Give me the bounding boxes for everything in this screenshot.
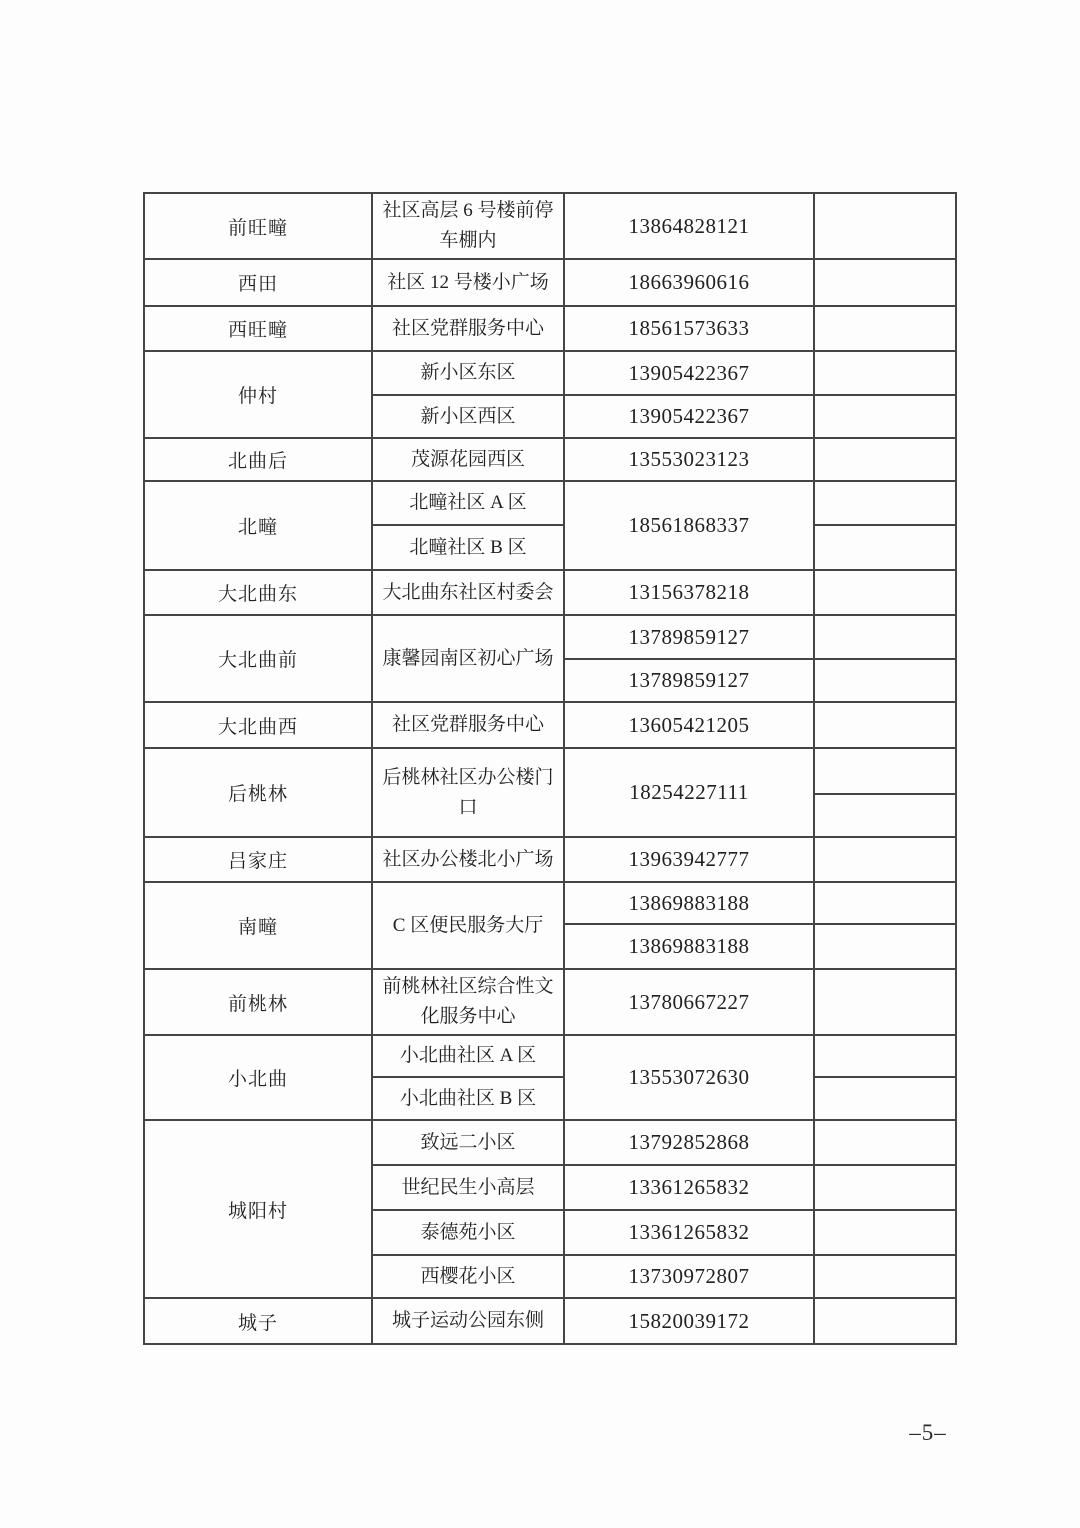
- community-name-cell: 北疃: [144, 481, 372, 570]
- location-cell: C 区便民服务大厅: [372, 882, 564, 969]
- phone-cell: 13792852868: [564, 1120, 814, 1165]
- phone-cell: 13553072630: [564, 1035, 814, 1120]
- note-cell: [814, 1298, 956, 1344]
- note-cell: [814, 1035, 956, 1077]
- location-cell: 西樱花小区: [372, 1255, 564, 1298]
- phone-cell: 13789859127: [564, 659, 814, 702]
- community-name-cell: 西旺疃: [144, 306, 372, 351]
- note-cell: [814, 570, 956, 615]
- phone-cell: 13361265832: [564, 1165, 814, 1210]
- table-row: [144, 481, 956, 525]
- location-cell: 后桃林社区办公楼门口: [372, 748, 564, 837]
- table-row: [144, 1035, 956, 1077]
- note-cell: [814, 259, 956, 306]
- location-cell: 小北曲社区 A 区: [372, 1035, 564, 1077]
- phone-cell: 13361265832: [564, 1210, 814, 1255]
- note-cell: [814, 837, 956, 882]
- phone-cell: 13869883188: [564, 882, 814, 924]
- community-name-cell: 大北曲西: [144, 702, 372, 748]
- phone-cell: 13156378218: [564, 570, 814, 615]
- location-cell: 新小区西区: [372, 395, 564, 438]
- phone-cell: 13963942777: [564, 837, 814, 882]
- community-name-cell: 前桃林: [144, 969, 372, 1035]
- note-cell: [814, 748, 956, 794]
- community-name-cell: 南疃: [144, 882, 372, 969]
- phone-cell: 18254227111: [564, 748, 814, 837]
- table-row: [144, 193, 956, 259]
- phone-cell: 13905422367: [564, 351, 814, 395]
- location-cell: 社区党群服务中心: [372, 702, 564, 748]
- community-name-cell: 城子: [144, 1298, 372, 1344]
- phone-cell: 13905422367: [564, 395, 814, 438]
- note-cell: [814, 1120, 956, 1165]
- community-name-cell: 城阳村: [144, 1120, 372, 1298]
- location-cell: 社区党群服务中心: [372, 306, 564, 351]
- note-cell: [814, 882, 956, 924]
- phone-cell: 13864828121: [564, 193, 814, 259]
- note-cell: [814, 1165, 956, 1210]
- location-cell: 大北曲东社区村委会: [372, 570, 564, 615]
- table-row: [144, 570, 956, 615]
- phone-cell: 13789859127: [564, 615, 814, 659]
- location-cell: 北疃社区 B 区: [372, 525, 564, 570]
- note-cell: [814, 438, 956, 481]
- phone-cell: 13780667227: [564, 969, 814, 1035]
- note-cell: [814, 193, 956, 259]
- note-cell: [814, 1255, 956, 1298]
- page-number: –5–: [909, 1420, 947, 1445]
- community-name-cell: 前旺疃: [144, 193, 372, 259]
- phone-cell: 13730972807: [564, 1255, 814, 1298]
- location-cell: 新小区东区: [372, 351, 564, 395]
- note-cell: [814, 794, 956, 837]
- table-row: [144, 259, 956, 306]
- table-row: [144, 1120, 956, 1165]
- note-cell: [814, 659, 956, 702]
- location-cell: 社区高层 6 号楼前停车棚内: [372, 193, 564, 259]
- note-cell: [814, 481, 956, 525]
- community-name-cell: 小北曲: [144, 1035, 372, 1120]
- phone-cell: 18561573633: [564, 306, 814, 351]
- location-cell: 泰德苑小区: [372, 1210, 564, 1255]
- location-cell: 小北曲社区 B 区: [372, 1077, 564, 1120]
- note-cell: [814, 1077, 956, 1120]
- community-name-cell: 吕家庄: [144, 837, 372, 882]
- table-row: [144, 882, 956, 924]
- location-cell: 北疃社区 A 区: [372, 481, 564, 525]
- location-cell: 城子运动公园东侧: [372, 1298, 564, 1344]
- table-row: [144, 438, 956, 481]
- community-name-cell: 大北曲前: [144, 615, 372, 702]
- table-row: [144, 615, 956, 659]
- community-name-cell: 大北曲东: [144, 570, 372, 615]
- phone-cell: 13605421205: [564, 702, 814, 748]
- community-name-cell: 仲村: [144, 351, 372, 438]
- table-row: [144, 306, 956, 351]
- community-name-cell: 北曲后: [144, 438, 372, 481]
- phone-cell: 18561868337: [564, 481, 814, 570]
- table-row: [144, 837, 956, 882]
- location-cell: 康馨园南区初心广场: [372, 615, 564, 702]
- note-cell: [814, 525, 956, 570]
- location-cell: 致远二小区: [372, 1120, 564, 1165]
- note-cell: [814, 969, 956, 1035]
- note-cell: [814, 306, 956, 351]
- note-cell: [814, 702, 956, 748]
- phone-cell: 13553023123: [564, 438, 814, 481]
- community-name-cell: 后桃林: [144, 748, 372, 837]
- phone-cell: 18663960616: [564, 259, 814, 306]
- community-name-cell: 西田: [144, 259, 372, 306]
- location-cell: 茂源花园西区: [372, 438, 564, 481]
- note-cell: [814, 395, 956, 438]
- table-row: [144, 702, 956, 748]
- location-cell: 世纪民生小高层: [372, 1165, 564, 1210]
- table-row: [144, 969, 956, 1035]
- community-contact-table: [143, 192, 957, 1345]
- note-cell: [814, 1210, 956, 1255]
- location-cell: 前桃林社区综合性文化服务中心: [372, 969, 564, 1035]
- table-row: [144, 1298, 956, 1344]
- table-row: [144, 351, 956, 395]
- table-row: [144, 748, 956, 794]
- location-cell: 社区办公楼北小广场: [372, 837, 564, 882]
- location-cell: 社区 12 号楼小广场: [372, 259, 564, 306]
- phone-cell: 15820039172: [564, 1298, 814, 1344]
- note-cell: [814, 615, 956, 659]
- phone-cell: 13869883188: [564, 924, 814, 969]
- note-cell: [814, 351, 956, 395]
- note-cell: [814, 924, 956, 969]
